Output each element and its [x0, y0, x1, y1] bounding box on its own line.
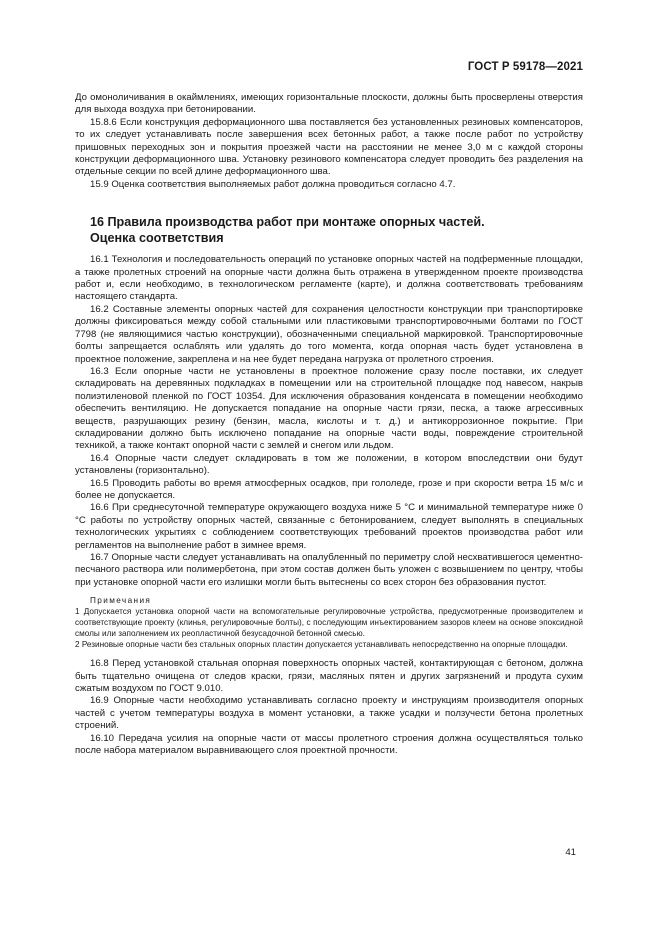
paragraph-15-9: 15.9 Оценка соответствия выполняемых работ должна проводиться согласно 4.7. [90, 178, 456, 190]
paragraph-16-3: 16.3 Если опорные части не установлены в проектное положение сразу после поставки, их следует складировать на деревянных подкладках в помещении или на строительной площадке под навесом, накрыв полиэтиленовой пленкой по ГОСТ 10354. Для исключения образования конденсата в помещении необходимо обеспечить вентиляцию. Не допускается попадание на опорные части грязи, песка, а также агрессивных веществ, разрушающих резину (бензин, масла, кислоты и т. д.) и антикоррозионное покрытие. При складировании должно быть исключено попадание на опорные части воды, повреждение строительной техникой, а также контакт опорной части с землей и снегом или льдом. [75, 365, 583, 452]
paragraph-16-2: 16.2 Составные элементы опорных частей для сохранения целостности конструкции при транспортировке должны фиксироваться между собой стальными или пластиковыми транспортировочными болтами по ГОСТ 7798 (не являющимися частью конструкции), обозначенными специальной маркировкой. Транспортировочные болты запрещается ослаблять или удалять до того момента, когда опорная часть будет установлена в проектное положение, закреплена и на нее будет передана нагрузка от пролетного строения. [75, 303, 583, 365]
document-header: ГОСТ Р 59178—2021 [467, 61, 583, 73]
paragraph-16-6: 16.6 При среднесуточной температуре окружающего воздуха ниже 5 °С и минимальной температуре ниже 0 °С работы по устройству опорных частей, связанные с бетонированием, следует выполнять в специальных технологических укрытиях с соблюдением соответствующих требований проектов производства работ или регламентов на выполнение работ в зимнее время. [75, 502, 583, 551]
page-number: 41 [565, 847, 576, 858]
paragraph-continuation: До омоноличивания в окаймлениях, имеющих горизонтальные плоскости, должны быть просверлены отверстия для выхода воздуха при бетонировании. [75, 92, 583, 116]
paragraph-16-7: 16.7 Опорные части следует устанавливать на опалубленный по периметру слой несхватившегося цементно-песчаного раствора или полимербетона, при этом состав должен быть уложен с возвышением по центру, чтобы при установке опорной части его излишки могли быть вытеснены со всех сторон без образования пустот. [75, 552, 583, 588]
notes-spacer [75, 650, 583, 658]
section-title-line2: Оценка соответствия [90, 231, 224, 246]
paragraph-16-4: 16.4 Опорные части следует складировать в том же положении, в котором впоследствии они будут установлены (горизонтально). [75, 452, 583, 477]
note-item-1: 1 Допускается установка опорной части на вспомогательные регулировочные устройства, предусмотренные производителем и соответствующие проекту (клинья, регулировочные болты), с последующим инъектированием зазоров клеем на основе эпоксидной смолы или заполнением их реопластичной безусадочной бетонной смесью. [75, 607, 583, 639]
section-title-line1: 16 Правила производства работ при монтаже опорных частей. [90, 215, 485, 230]
document-body [75, 92, 583, 757]
section-spacer [75, 191, 583, 214]
note-item-2: 2 Резиновые опорные части без стальных опорных пластин допускается устанавливать непосредственно на опорные площадки. [75, 640, 568, 650]
paragraph-16-9: 16.9 Опорные части необходимо устанавливать согласно проекту и инструкциям производителя опорных частей с учетом температуры воздуха в момент установки, а также усадки и ползучести бетона пролетных строений. [75, 695, 583, 732]
paragraph-16-1: 16.1 Технология и последовательность операций по установке опорных частей на подферменные площадки, а также пролетных строений на опорные части должна быть отражена в утвержденном проекте производства работ и, если необходимо, в технологическом регламенте (карте), и должна соответствовать требованиям настоящего стандарта. [75, 254, 583, 303]
paragraph-16-10: 16.10 Передача усилия на опорные части от массы пролетного строения должна осуществляться только после набора материалом выравнивающего слоя проектной прочности. [75, 732, 583, 757]
section-spacer [75, 246, 583, 254]
notes-label: Примечания [90, 596, 152, 606]
paragraph-15-8-6: 15.8.6 Если конструкция деформационного шва поставляется без установленных резиновых компенсаторов, то их следует устанавливать после завершения всех бетонных работ, а также после работ по устройству пришовных переходных зон и покрытия проезжей части на расстоянии не менее 3,0 м с каждой стороны конструкции деформационного шва. Установку резинового компенсатора следует проводить без разделения на отдельные секции по всей длине деформационного шва. [75, 116, 583, 178]
paragraph-16-5: 16.5 Проводить работы во время атмосферных осадков, при гололеде, грозе и при скорости ветра 15 м/с и более не допускается. [75, 477, 583, 501]
paragraph-16-8: 16.8 Перед установкой стальная опорная поверхность опорных частей, контактирующая с бетоном, должна быть тщательно очищена от следов краски, грязи, масляных пятен и других загрязнений и продута сухим сжатым воздухом по ГОСТ 9.010. [75, 658, 583, 695]
